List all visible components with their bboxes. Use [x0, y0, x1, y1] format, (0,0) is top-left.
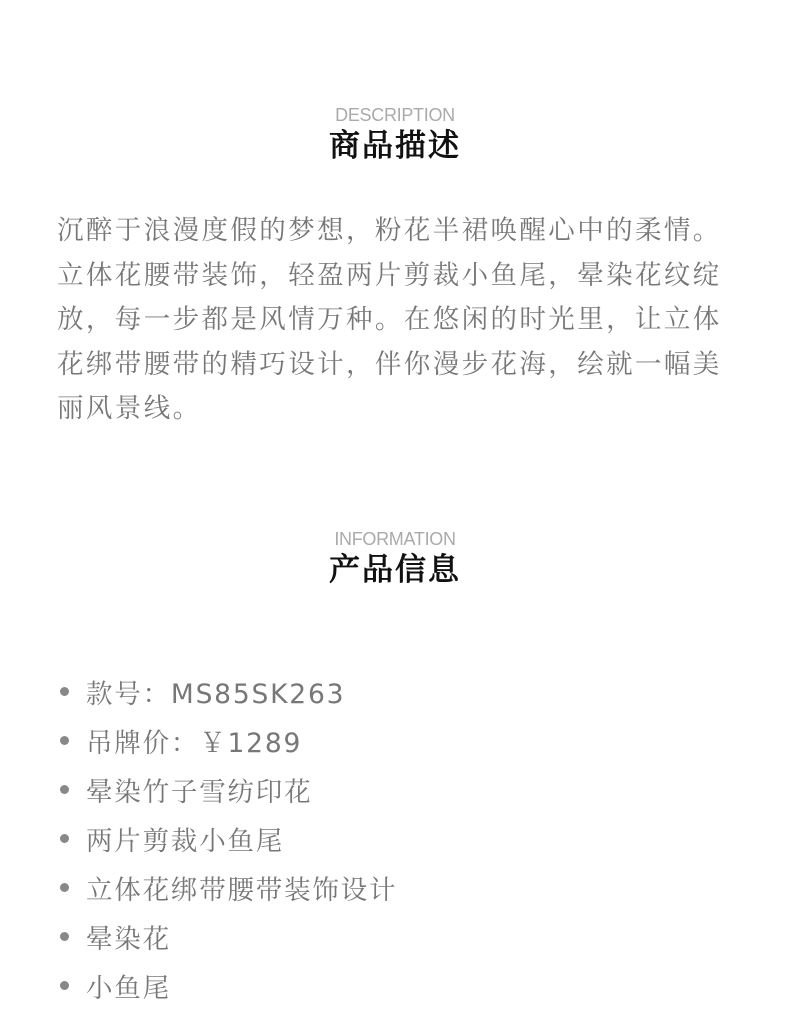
information-list	[60, 667, 397, 1010]
bullet-icon	[60, 981, 69, 990]
list-item-text: 晕染竹子雪纺印花	[86, 777, 313, 808]
list-item	[60, 912, 397, 961]
description-header	[0, 104, 790, 166]
list-item	[60, 765, 397, 814]
list-item-text: 立体花绑带腰带装饰设计	[86, 875, 398, 906]
list-item	[60, 961, 397, 1010]
list-item	[60, 863, 397, 912]
bullet-icon	[60, 687, 69, 696]
description-body: 沉醉于浪漫度假的梦想，粉花半裙唤醒心中的柔情。立体花腰带装饰，轻盈两片剪裁小鱼尾，晕染花纹绽放，每一步都是风情万种。在悠闲的时光里，让立体花绑带腰带的精巧设计，伴你漫步花海，绘就一幅美丽风景线。	[57, 215, 722, 424]
bullet-icon	[60, 736, 69, 745]
list-item-text: 小鱼尾	[86, 973, 171, 1004]
information-header	[0, 528, 790, 590]
list-item-text: 款号：MS85SK263	[86, 679, 346, 710]
information-label-en: INFORMATION	[334, 529, 456, 549]
list-item-text: 晕染花	[86, 924, 171, 955]
list-item-text: 吊牌价：￥1289	[86, 728, 303, 759]
list-item	[60, 667, 397, 716]
description-label-en: DESCRIPTION	[335, 105, 455, 125]
list-item	[60, 716, 397, 765]
list-item-text: 两片剪裁小鱼尾	[86, 826, 285, 857]
description-title: 商品描述	[329, 128, 461, 164]
bullet-icon	[60, 932, 69, 941]
information-title: 产品信息	[329, 552, 461, 588]
list-item	[60, 814, 397, 863]
bullet-icon	[60, 834, 69, 843]
bullet-icon	[60, 883, 69, 892]
bullet-icon	[60, 785, 69, 794]
